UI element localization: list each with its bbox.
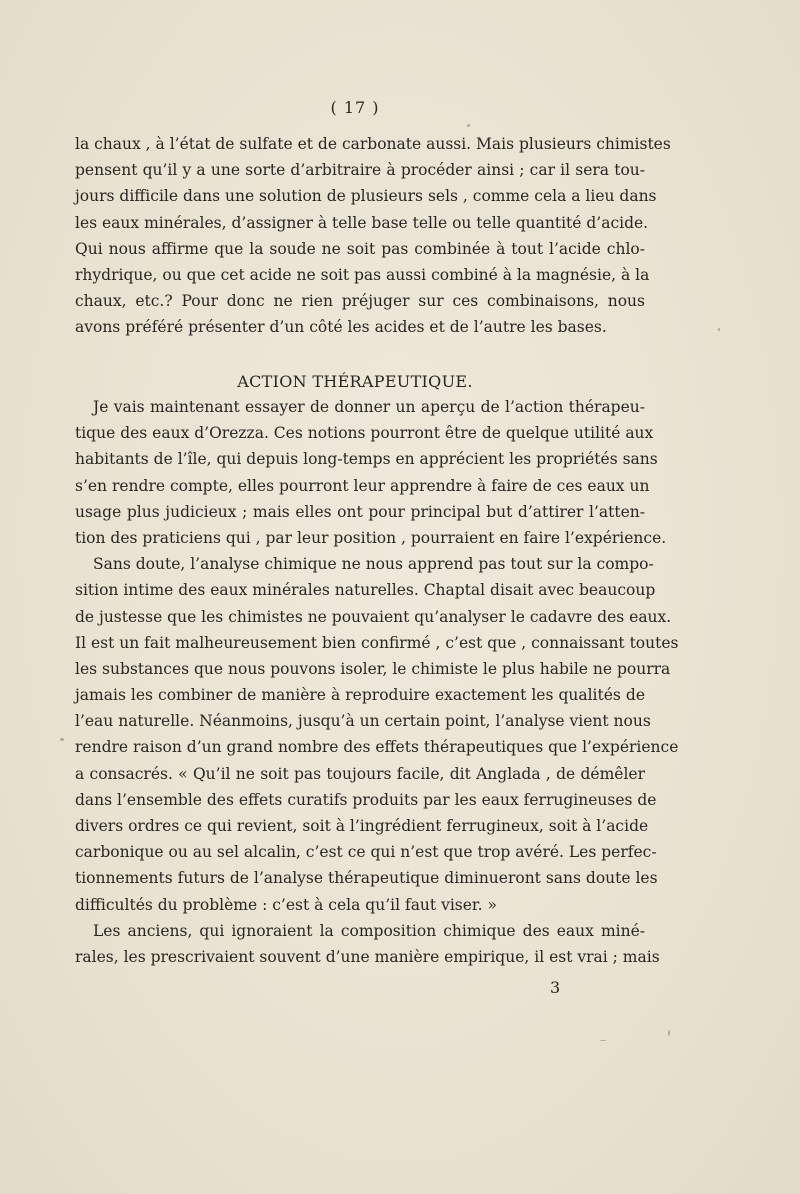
text-line: Les anciens, qui ignoraient la composition chimique des eaux miné- xyxy=(93,921,645,940)
text-line: rales, les prescrivaient souvent d’une manière empirique, il est vrai ; mais xyxy=(75,947,660,966)
paper-speck xyxy=(600,1040,606,1041)
text-line: l’eau naturelle. Néanmoins, jusqu’à un certain point, l’analyse vient nous xyxy=(75,712,651,731)
text-line: a consacrés. « Qu’il ne soit pas toujours facile, dit Anglada , de démêler xyxy=(75,764,645,783)
text-line: rhydrique, ou que cet acide ne soit pas aussi combiné à la magnésie, à la xyxy=(75,265,650,284)
text-line: les substances que nous pouvons isoler, le chimiste le plus habile ne pourra xyxy=(75,659,671,678)
text-line: chaux, etc.? Pour donc ne rien préjuger sur ces combinaisons, nous xyxy=(75,292,645,311)
paper-speck xyxy=(668,1030,670,1036)
paragraph-block-2 xyxy=(75,394,679,970)
text-line: tion des praticiens qui , par leur position , pourraient en faire l’expérience. xyxy=(75,528,667,547)
text-line: Je vais maintenant essayer de donner un aperçu de l’action thérapeu- xyxy=(93,398,645,416)
text-line: habitants de l’île, qui depuis long-temps en apprécient les propriétés sans xyxy=(75,450,658,469)
text-line: carbonique ou au sel alcalin, c’est ce qui n’est que trop avéré. Les perfec- xyxy=(75,843,657,862)
text-line: jamais les combiner de manière à reproduire exactement les qualités de xyxy=(75,686,645,705)
text-line: divers ordres ce qui revient, soit à l’ingrédient ferrugineux, soit à l’acide xyxy=(75,817,649,835)
text-line: dans l’ensemble des effets curatifs produits par les eaux ferrugineuses de xyxy=(75,790,657,809)
text-line: usage plus judicieux ; mais elles ont pour principal but d’attirer l’atten- xyxy=(75,502,645,521)
text-line: les eaux minérales, d’assigner à telle base telle ou telle quantité d’acide. xyxy=(75,213,649,232)
paper-speck xyxy=(718,328,720,331)
paper-speck xyxy=(60,738,64,741)
text-line: Il est un fait malheureusement bien confirmé , c’est que , connaissant toutes xyxy=(75,633,679,652)
page-number: ( 17 ) xyxy=(330,98,380,117)
text-line: difficultés du problème : c’est à cela qu’il faut viser. » xyxy=(75,895,497,914)
text-line: la chaux , à l’état de sulfate et de carbonate aussi. Mais plusieurs chimistes xyxy=(75,135,671,153)
text-line: Qui nous affirme que la soude ne soit pas combinée à tout l’acide chlo- xyxy=(75,239,645,258)
section-heading: ACTION THÉRAPEUTIQUE. xyxy=(237,372,473,391)
text-line: avons préféré présenter d’un côté les acides et de l’autre les bases. xyxy=(75,318,607,337)
text-line: sition intime des eaux minérales naturelles. Chaptal disait avec beaucoup xyxy=(75,581,656,600)
text-line: s’en rendre compte, elles pourront leur apprendre à faire de ces eaux un xyxy=(75,476,650,495)
signature-mark: 3 xyxy=(550,978,561,997)
paragraph-block-1 xyxy=(75,131,671,341)
text-line: tique des eaux d’Orezza. Ces notions pourront être de quelque utilité aux xyxy=(75,424,654,443)
text-line: jours difficile dans une solution de plusieurs sels , comme cela a lieu dans xyxy=(75,187,657,206)
text-line: Sans doute, l’analyse chimique ne nous apprend pas tout sur la compo- xyxy=(93,555,654,574)
paper-speck xyxy=(467,124,470,127)
text-line: rendre raison d’un grand nombre des effets thérapeutiques que l’expérience xyxy=(75,738,679,757)
text-line: de justesse que les chimistes ne pouvaient qu’analyser le cadavre des eaux. xyxy=(75,607,672,626)
text-line: tionnements futurs de l’analyse thérapeutique diminueront sans doute les xyxy=(75,869,658,888)
text-line: pensent qu’il y a une sorte d’arbitraire à procéder ainsi ; car il sera tou- xyxy=(75,161,645,180)
